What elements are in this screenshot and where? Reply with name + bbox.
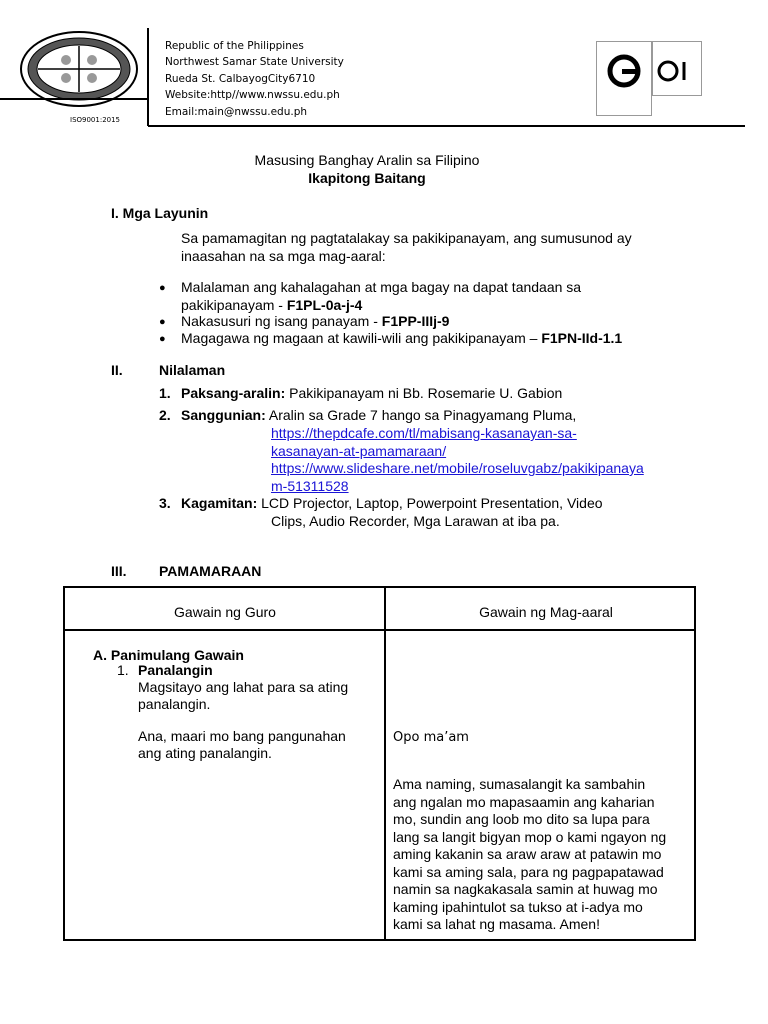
- jas-anz-logo: [652, 41, 702, 96]
- reference-links: [271, 425, 644, 495]
- bullet-icon: ●: [159, 333, 166, 345]
- university-letterhead: [165, 38, 344, 120]
- subsection-heading: A. Panimulang Gawain: [93, 647, 244, 663]
- section-procedure-heading: PAMAMARAAN: [159, 563, 262, 579]
- item-label: Sanggunian:: [181, 407, 266, 423]
- objectives-intro: [181, 230, 632, 265]
- materials-continued: Clips, Audio Recorder, Mga Larawan at iba pa.: [271, 513, 560, 529]
- teacher-line: panalangin.: [138, 696, 211, 712]
- bullet-icon: ●: [159, 316, 166, 328]
- prayer-line: Ama naming, sumasalangit ka sambahin: [393, 776, 646, 792]
- table-header-teacher: Gawain ng Guro: [174, 604, 276, 620]
- content-item-reference: [181, 407, 576, 423]
- item-number: 1.: [117, 662, 129, 678]
- student-prayer: [393, 776, 666, 934]
- content-item-topic: [181, 385, 562, 401]
- university-seal-logo: [18, 30, 140, 108]
- letterhead-line: Website:http//www.nwssu.edu.ph: [165, 89, 340, 102]
- objective-text: Nakasusuri ng isang panayam -: [181, 313, 382, 329]
- prayer-line: mo, sundin ang loob mo dito sa lupa para: [393, 811, 650, 827]
- letterhead-line: Rueda St. CalbayogCity6710: [165, 72, 316, 85]
- reference-link[interactable]: m-51311528: [271, 477, 349, 494]
- item-number: 2.: [159, 407, 171, 423]
- iso-certification-label: ISO9001:2015: [70, 116, 121, 124]
- objective-item: [181, 279, 581, 314]
- objective-text: Magagawa ng magaan at kawili-wili ang pakikipanayam –: [181, 330, 542, 346]
- section-content-heading: Nilalaman: [159, 362, 226, 378]
- objective-text: pakikipanayam -: [181, 296, 287, 313]
- table-header-student: Gawain ng Mag-aaral: [479, 604, 613, 620]
- header-rule-right: [148, 125, 745, 127]
- section-objectives-heading: I. Mga Layunin: [111, 205, 209, 221]
- item-number: 1.: [159, 385, 171, 401]
- prayer-label: Panalangin: [138, 662, 213, 678]
- objective-text: Malalaman ang kahalagahan at mga bagay na dapat tandaan sa: [181, 279, 582, 295]
- intro-line: Sa pamamagitan ng pagtatalakay sa pakikipanayam, ang sumusunod ay: [181, 230, 632, 246]
- student-reply: Opo ma’am: [393, 730, 469, 745]
- prayer-line: namin sa nagkakasala samin at huwag mo: [393, 881, 658, 897]
- intro-line: inaasahan na sa mga mag-aaral:: [181, 247, 386, 264]
- prayer-line: kaming ipahintulot sa tukso at i-adya mo: [393, 898, 643, 915]
- competency-code: F1PL-0a-j-4: [286, 296, 363, 313]
- prayer-line: kami sa lahat ng masama. Amen!: [393, 916, 600, 932]
- prayer-line: ang ngalan mo mapasaamin ang kaharian: [393, 793, 655, 810]
- section-number: II.: [111, 362, 123, 378]
- competency-code: F1PP-IIIj-9: [381, 313, 450, 329]
- letterhead-line: Republic of the Philippines: [165, 40, 304, 52]
- lesson-plan-title: Masusing Banghay Aralin sa Filipino: [254, 152, 480, 168]
- teacher-line: Magsitayo ang lahat para sa ating: [138, 679, 349, 695]
- prayer-line: lang sa langit bigyan mop o kami ngayon ng: [393, 828, 667, 845]
- item-label: Kagamitan:: [181, 495, 258, 511]
- prayer-line: kami sa aming sala, para ng pagpapatawad: [393, 863, 664, 880]
- grade-level-title: Ikapitong Baitang: [308, 170, 426, 186]
- bullet-icon: ●: [159, 282, 166, 294]
- socotec-certification-logo: [596, 41, 652, 116]
- table-header-divider: [63, 629, 696, 631]
- reference-link[interactable]: https://thepdcafe.com/tl/mabisang-kasanayan-sa-: [271, 425, 577, 441]
- letterhead-line: Northwest Samar State University: [165, 56, 344, 69]
- item-text: Aralin sa Grade 7 hango sa Pinagyamang Pluma,: [265, 407, 577, 423]
- table-column-divider: [384, 586, 386, 941]
- item-text: LCD Projector, Laptop, Powerpoint Presentation, Video: [257, 495, 603, 511]
- item-label: Paksang-aralin:: [181, 385, 286, 401]
- prayer-line: aming kakanin sa araw araw at patawin mo: [393, 846, 662, 862]
- item-number: 3.: [159, 495, 171, 511]
- header-divider: [147, 28, 149, 126]
- reference-link[interactable]: kasanayan-at-pamamaraan/: [271, 442, 447, 459]
- item-text: Pakikipanayam ni Bb. Rosemarie U. Gabion: [285, 385, 563, 401]
- letterhead-line: Email:main@nwssu.edu.ph: [165, 105, 308, 118]
- header-rule-left: [0, 98, 148, 100]
- objective-item: [181, 330, 622, 346]
- content-item-materials: [181, 495, 603, 511]
- teacher-line: ang ating panalangin.: [138, 745, 272, 761]
- section-number: III.: [111, 563, 127, 579]
- objective-item: [181, 313, 449, 329]
- reference-link[interactable]: https://www.slideshare.net/mobile/roseluvgabz/pakikipanaya: [271, 460, 644, 476]
- teacher-line: Ana, maari mo bang pangunahan: [138, 728, 346, 744]
- competency-code: F1PN-IId-1.1: [541, 330, 623, 346]
